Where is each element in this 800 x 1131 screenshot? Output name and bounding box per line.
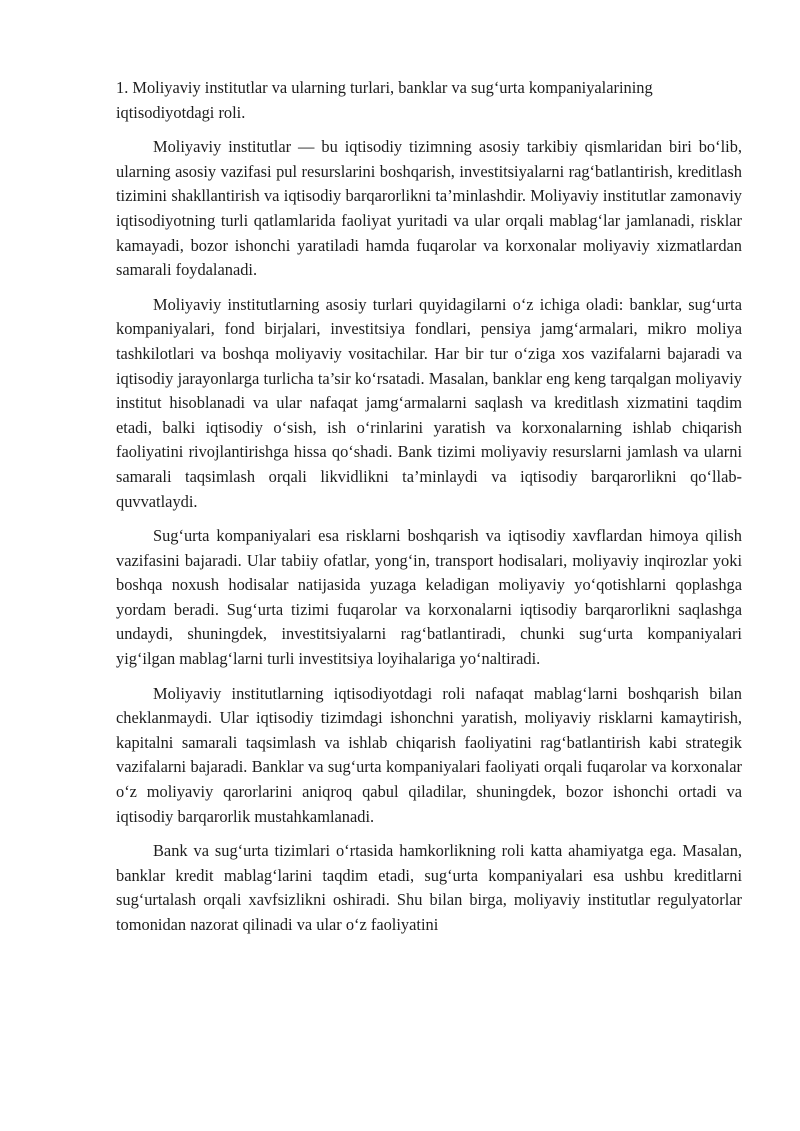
section-heading: 1. Moliyaviy institutlar va ularning turlari, banklar va sug‘urta kompaniyalarining iqtisodiyotdagi roli. <box>116 78 653 122</box>
paragraph-insurance: Sug‘urta kompaniyalari esa risklarni boshqarish va iqtisodiy xavflardan himoya qilish vazifasini bajaradi. Ular tabiiy ofatlar, yong‘in, transport hodisalari, moliyaviy inqirozlar yoki boshqa noxush hodisalar natijasida yuzaga keladigan moliyaviy yo‘qotishlarni qoplashga yordam beradi. Sug‘urta tizimi fuqarolar va korxonalarni iqtisodiy barqarorlikni saqlashga undaydi, shuningdek, investitsiyalarni rag‘batlantiradi, chunki sug‘urta kompaniyalari yig‘ilgan mablag‘larni turli investitsiya loyihalariga yo‘naltiradi. <box>116 526 742 669</box>
paragraph-types: Moliyaviy institutlarning asosiy turlari quyidagilarni o‘z ichiga oladi: banklar, sug‘urta kompaniyalari, fond birjalari, investitsiya fondlari, pensiya jamg‘armalari, mikro moliya tashkilotlari va boshqa moliyaviy vositachilar. Har bir tur o‘ziga xos vazifalarni bajaradi va iqtisodiy jarayonlarga turlicha ta’sir ko‘rsatadi. Masalan, banklar eng keng tarqalgan moliyaviy institut hisoblanadi va ular nafaqat jamg‘armalarni saqlash va kreditlash xizmatini taqdim etadi, balki iqtisodiy o‘sish, ish o‘rinlarini yaratish va korxonalarning ishlab chiqarish faoliyatini rivojlantirishga hissa qo‘shadi. Bank tizimi moliyaviy resurslarni jamlash va ularni samarali taqsimlash orqali likvidlikni ta’minlaydi va iqtisodiy barqarorlikni qo‘llab-quvvatlaydi. <box>116 294 742 511</box>
paragraph-definition: Moliyaviy institutlar — bu iqtisodiy tizimning asosiy tarkibiy qismlaridan biri bo‘lib, ularning asosiy vazifasi pul resurslarini boshqarish, investitsiyalarni rag‘batlantirish, kreditlash tizimini shakllantirish va iqtisodiy barqarorlikni ta’minlashdir. Moliyaviy institutlar zamonaviy iqtisodiyotning turli qatlamlarida faoliyat yuritadi va ular orqali mablag‘lar jamlanadi, risklar kamayadi, bozor ishonchi yaratiladi hamda fuqarolar va korxonalar moliyaviy xizmatlardan samarali foydalanadi. <box>116 137 742 280</box>
document-body <box>116 76 742 948</box>
paragraph-role: Moliyaviy institutlarning iqtisodiyotdagi roli nafaqat mablag‘larni boshqarish bilan cheklanmaydi. Ular iqtisodiy tizimdagi ishonchni yaratish, moliyaviy risklarni kamaytirish, kapitalni samarali taqsimlash va ishlab chiqarish faoliyatini rag‘batlantirish kabi strategik vazifalarni bajaradi. Banklar va sug‘urta kompaniyalari faoliyati orqali fuqarolar va korxonalar o‘z moliyaviy qarorlarini aniqroq qabul qiladilar, shuningdek, bozor ishonchi ortadi va iqtisodiy barqarorlik mustahkamlanadi. <box>116 683 742 826</box>
paragraph-cooperation: Bank va sug‘urta tizimlari o‘rtasida hamkorlikning roli katta ahamiyatga ega. Masalan, banklar kredit mablag‘larini taqdim etadi, sug‘urta kompaniyalari esa ushbu kreditlarni sug‘urtalash orqali xavfsizlikni oshiradi. Shu bilan birga, moliyaviy institutlar regulyatorlar tomonidan nazorat qilinadi va ular o‘z faoliyatini <box>116 841 742 934</box>
